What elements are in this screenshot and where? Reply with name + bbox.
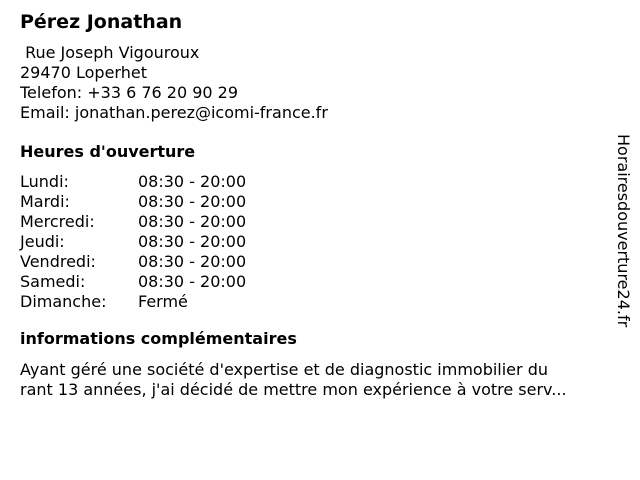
hours-time: 08:30 - 20:00 xyxy=(138,252,247,271)
hours-row-friday xyxy=(20,252,610,272)
hours-table xyxy=(20,172,610,312)
hours-row-monday xyxy=(20,172,610,192)
hours-row-saturday xyxy=(20,272,610,292)
email-line: Email: jonathan.perez@icomi-france.fr xyxy=(20,103,328,122)
business-card xyxy=(20,10,610,400)
hours-day: Vendredi: xyxy=(20,252,96,271)
hours-day: Mardi: xyxy=(20,192,70,211)
watermark-text: Horairesdouverture24.fr xyxy=(614,134,633,328)
info-title: informations complémentaires xyxy=(20,329,297,348)
street-address: Rue Joseph Vigouroux xyxy=(20,43,200,62)
hours-day: Dimanche: xyxy=(20,292,107,311)
hours-day: Mercredi: xyxy=(20,212,95,231)
hours-day: Samedi: xyxy=(20,272,86,291)
info-line-1: Ayant géré une société d'expertise et de diagnostic immobilier du xyxy=(20,360,548,379)
hours-time: 08:30 - 20:00 xyxy=(138,272,247,291)
phone-line: Telefon: +33 6 76 20 90 29 xyxy=(20,83,239,102)
hours-row-wednesday xyxy=(20,212,610,232)
hours-title: Heures d'ouverture xyxy=(20,142,196,161)
hours-time: 08:30 - 20:00 xyxy=(138,192,247,211)
hours-time: 08:30 - 20:00 xyxy=(138,172,247,191)
hours-time: 08:30 - 20:00 xyxy=(138,212,247,231)
info-line-2: rant 13 années, j'ai décidé de mettre mon expérience à votre serv... xyxy=(20,380,567,399)
hours-row-thursday xyxy=(20,232,610,252)
business-name: Pérez Jonathan xyxy=(20,11,183,33)
hours-row-sunday xyxy=(20,292,610,312)
info-description xyxy=(20,360,616,400)
hours-time: Fermé xyxy=(138,292,188,311)
hours-day: Jeudi: xyxy=(20,232,65,251)
hours-time: 08:30 - 20:00 xyxy=(138,232,247,251)
site-watermark xyxy=(612,134,634,344)
hours-row-tuesday xyxy=(20,192,610,212)
postal-city: 29470 Loperhet xyxy=(20,63,147,82)
hours-day: Lundi: xyxy=(20,172,69,191)
